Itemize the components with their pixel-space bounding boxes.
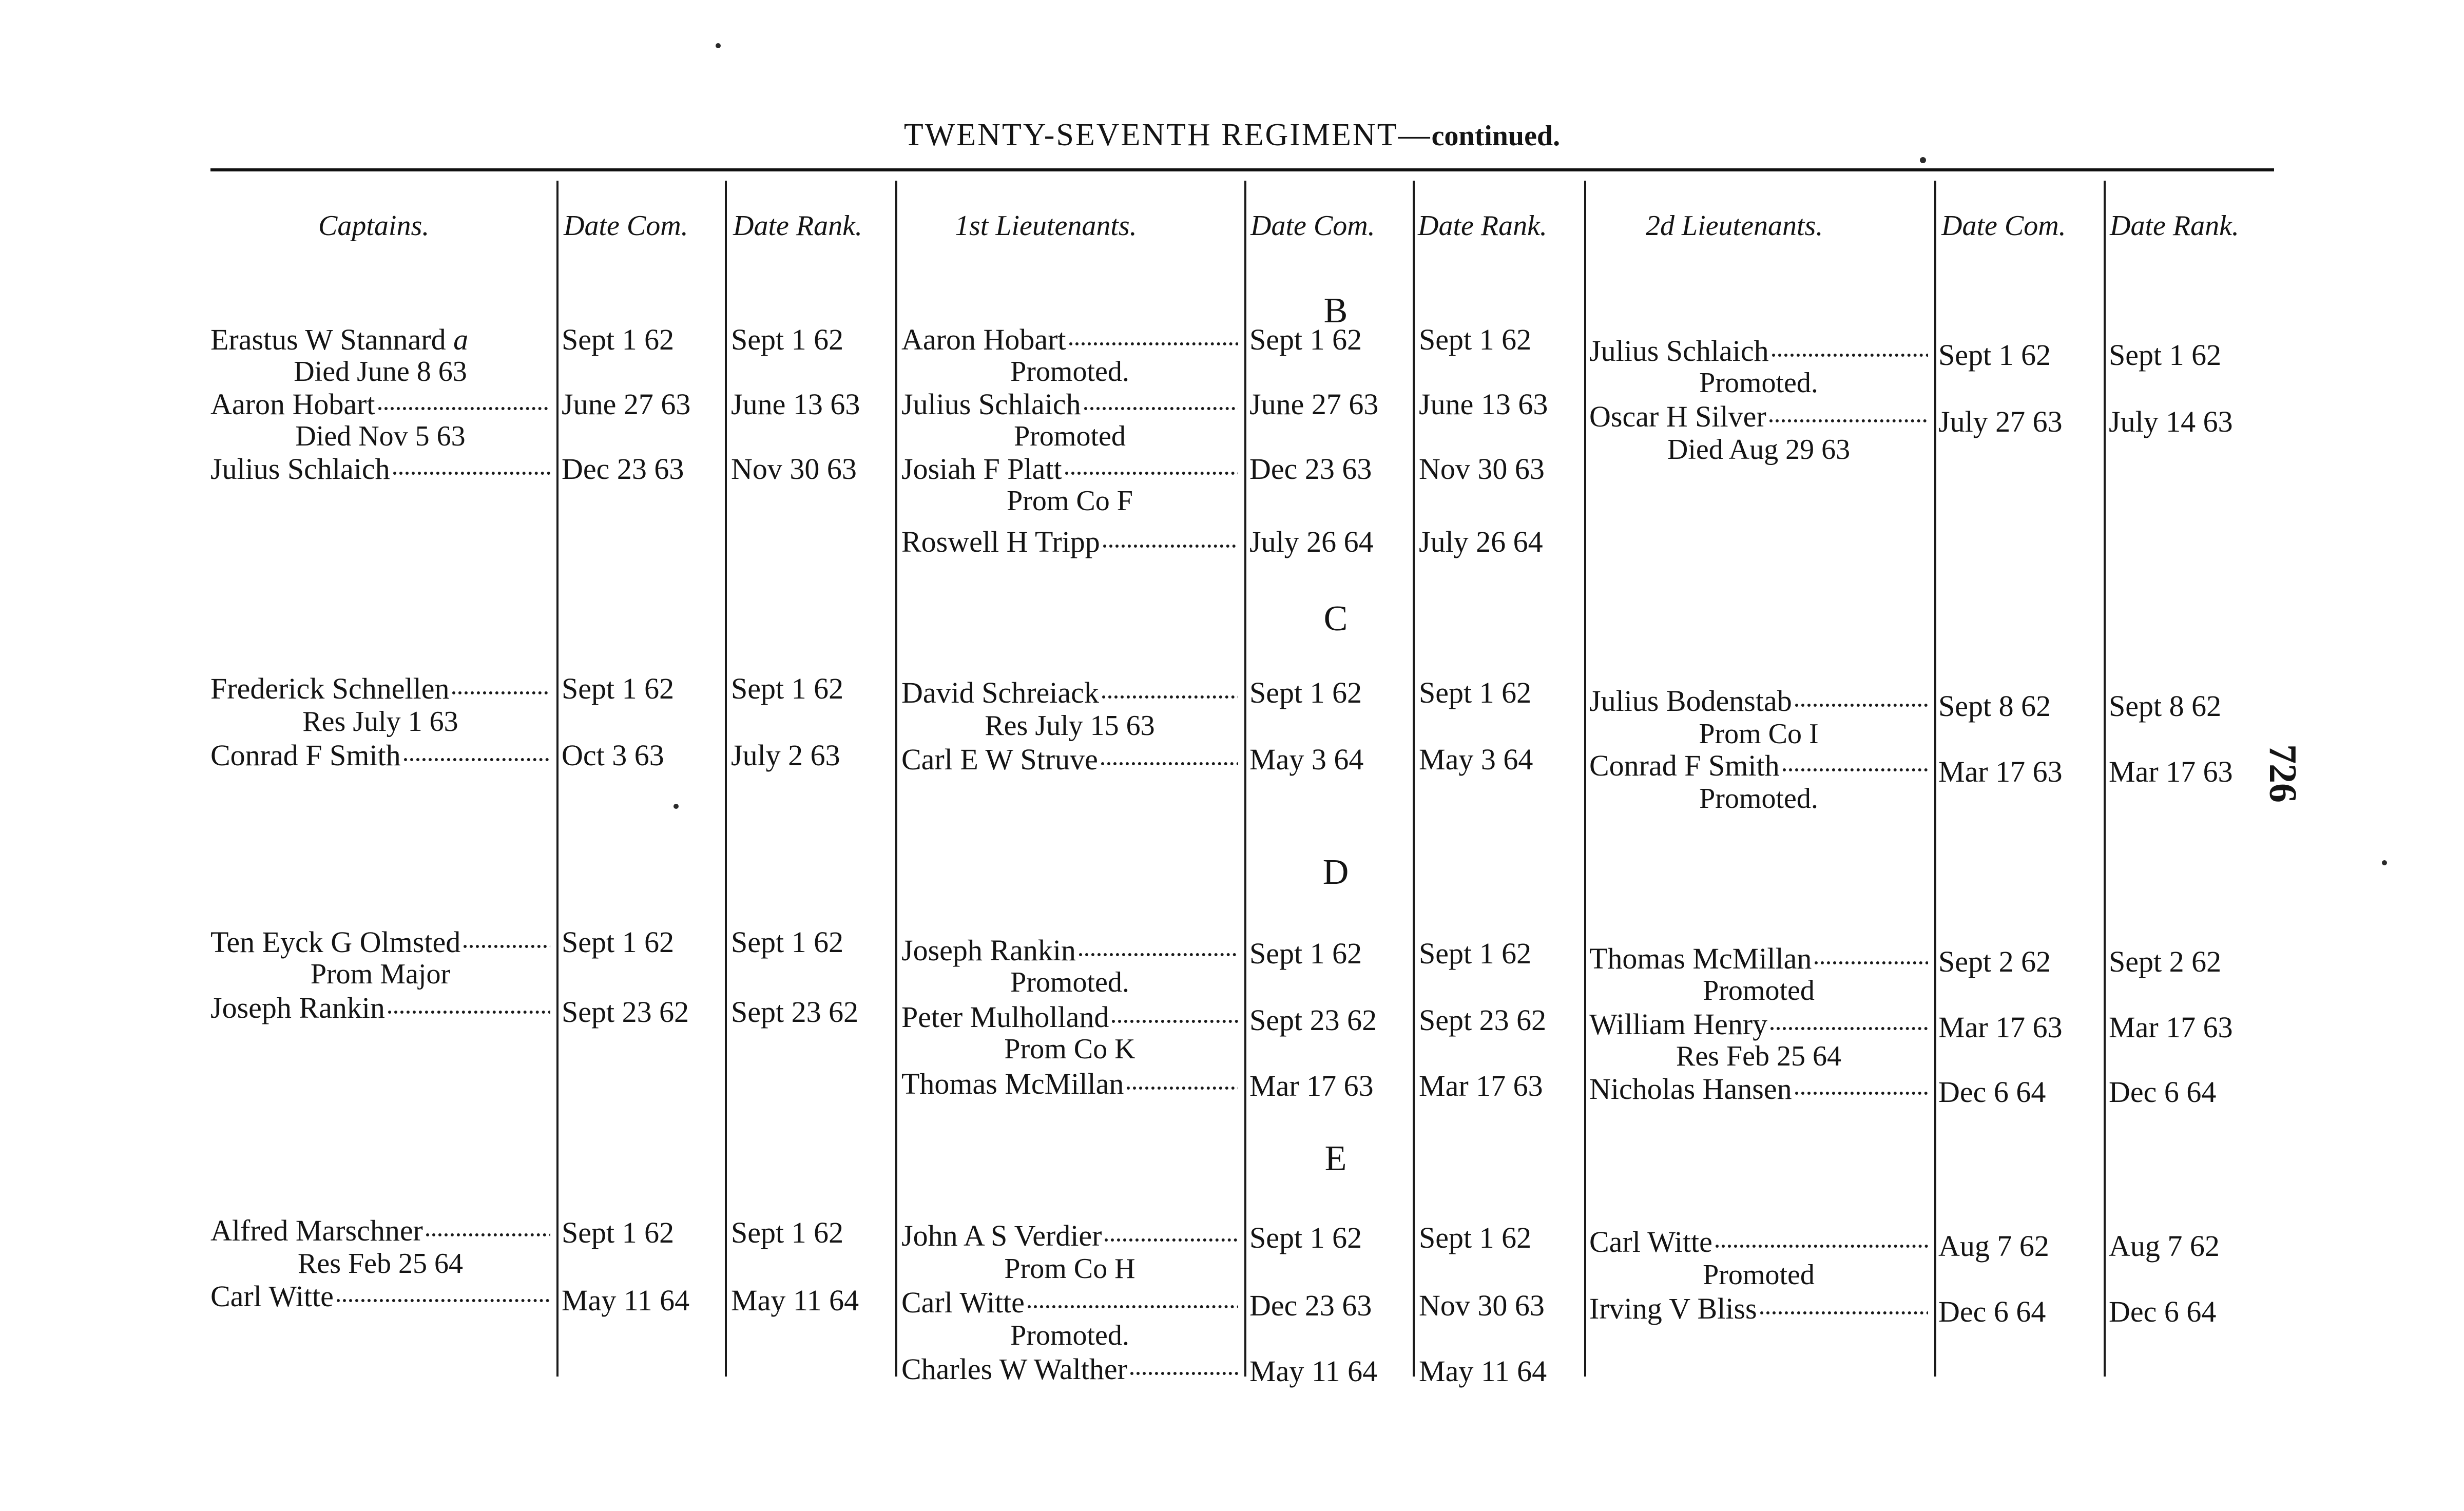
- second-lt-date-rank: Mar 17 63: [2109, 1011, 2233, 1044]
- captain-date-rank: May 11 64: [731, 1284, 859, 1317]
- second-lt-date-com: Mar 17 63: [1938, 755, 2063, 788]
- second-lt-date-rank: Dec 6 64: [2109, 1075, 2217, 1109]
- captain-date-rank: Sept 1 62: [731, 672, 844, 705]
- header-date-com-captains: Date Com.: [564, 210, 688, 242]
- first-lt-date-rank: Sept 1 62: [1419, 323, 1532, 356]
- second-lt-date-com: Dec 6 64: [1938, 1295, 2046, 1328]
- second-lt-note: Promoted.: [1699, 783, 1818, 815]
- captain-date-com: Sept 1 62: [562, 1216, 675, 1249]
- captain-note: Res July 1 63: [302, 706, 458, 738]
- column-rule: [556, 181, 559, 1377]
- second-lt-name: Conrad F Smith: [1589, 749, 1928, 782]
- company-letter: E: [1324, 1139, 1347, 1178]
- second-lt-name: Julius Schlaich: [1589, 335, 1928, 367]
- second-lt-name: Carl Witte: [1589, 1226, 1928, 1258]
- second-lt-name: Thomas McMillan: [1589, 942, 1928, 975]
- second-lt-name: Irving V Bliss: [1589, 1292, 1928, 1325]
- second-lt-date-com: Sept 8 62: [1938, 689, 2051, 723]
- first-lt-name: Joseph Rankin: [901, 934, 1238, 967]
- first-lt-date-rank: Sept 23 62: [1419, 1003, 1547, 1037]
- second-lt-name: Oscar H Silver: [1589, 400, 1928, 433]
- first-lt-note: Prom Co F: [1007, 485, 1133, 517]
- second-lt-note: Promoted: [1703, 975, 1815, 1006]
- header-first-lieutenants: 1st Lieutenants.: [955, 210, 1137, 242]
- print-speck: [673, 804, 679, 809]
- first-lt-date-com: Sept 1 62: [1249, 1221, 1362, 1254]
- first-lt-date-rank: Mar 17 63: [1419, 1069, 1543, 1102]
- first-lt-date-com: May 11 64: [1249, 1354, 1378, 1388]
- header-rule: [210, 168, 2274, 171]
- captain-date-com: May 11 64: [562, 1284, 690, 1317]
- second-lt-note: Prom Co I: [1699, 718, 1819, 750]
- second-lt-date-com: Mar 17 63: [1938, 1011, 2063, 1044]
- first-lt-note: Res July 15 63: [985, 710, 1155, 742]
- second-lt-date-com: Sept 2 62: [1938, 945, 2051, 978]
- header-captains: Captains.: [318, 210, 430, 242]
- first-lt-name: Roswell H Tripp: [901, 526, 1238, 558]
- captain-note: Died Nov 5 63: [295, 420, 466, 452]
- first-lt-note: Prom Co K: [1004, 1033, 1135, 1065]
- captain-name: Ten Eyck G Olmsted: [210, 926, 550, 959]
- print-speck: [716, 43, 721, 48]
- captain-note: Died June 8 63: [294, 356, 467, 388]
- header-second-lieutenants: 2d Lieutenants.: [1646, 210, 1823, 242]
- captain-name: Julius Schlaich: [210, 453, 550, 486]
- first-lt-name: Josiah F Platt: [901, 453, 1238, 486]
- first-lt-note: Promoted.: [1010, 966, 1129, 998]
- second-lt-name: Julius Bodenstab: [1589, 685, 1928, 718]
- header-date-rank-first-lts: Date Rank.: [1418, 210, 1547, 242]
- first-lt-note: Promoted.: [1010, 356, 1129, 388]
- company-letter: D: [1322, 853, 1349, 892]
- column-rule: [2104, 181, 2106, 1377]
- captain-note: Prom Major: [310, 958, 451, 990]
- header-date-com-second-lts: Date Com.: [1941, 210, 2066, 242]
- second-lt-date-com: Sept 1 62: [1938, 338, 2051, 372]
- second-lt-note: Promoted: [1703, 1259, 1815, 1291]
- first-lt-date-com: Sept 23 62: [1249, 1003, 1377, 1037]
- page-number: 726: [2261, 744, 2304, 803]
- first-lt-date-rank: Sept 1 62: [1419, 1221, 1532, 1254]
- column-rule: [1934, 181, 1936, 1377]
- first-lt-name: Carl Witte: [901, 1286, 1238, 1319]
- second-lt-note: Promoted.: [1699, 367, 1818, 399]
- first-lt-date-rank: Sept 1 62: [1419, 676, 1532, 709]
- captain-date-rank: Sept 1 62: [731, 323, 844, 356]
- second-lt-date-rank: July 14 63: [2109, 405, 2233, 438]
- column-rule: [1584, 181, 1586, 1377]
- captain-date-com: Sept 23 62: [562, 995, 689, 1029]
- first-lt-date-com: July 26 64: [1249, 525, 1374, 558]
- captain-name: Alfred Marschner: [210, 1214, 550, 1247]
- second-lt-date-rank: Sept 1 62: [2109, 338, 2222, 372]
- second-lt-date-com: Dec 6 64: [1938, 1075, 2046, 1109]
- captain-date-rank: June 13 63: [731, 388, 860, 421]
- company-letter: B: [1323, 291, 1348, 331]
- captain-date-rank: Sept 1 62: [731, 925, 844, 959]
- first-lt-date-com: Dec 23 63: [1249, 452, 1372, 486]
- column-rule: [895, 181, 897, 1377]
- captain-name: Conrad F Smith: [210, 739, 550, 772]
- first-lt-name: John A S Verdier: [901, 1219, 1238, 1252]
- second-lt-note: Died Aug 29 63: [1667, 434, 1851, 466]
- captain-date-com: Dec 23 63: [562, 452, 684, 486]
- first-lt-date-com: Dec 23 63: [1249, 1289, 1372, 1322]
- first-lt-date-rank: May 3 64: [1419, 743, 1533, 776]
- first-lt-name: David Schreiack: [901, 676, 1238, 709]
- header-date-com-first-lts: Date Com.: [1250, 210, 1375, 242]
- captain-note: Res Feb 25 64: [298, 1248, 463, 1280]
- header-date-rank-second-lts: Date Rank.: [2110, 210, 2239, 242]
- first-lt-note: Promoted: [1014, 420, 1126, 452]
- captain-name: Aaron Hobart: [210, 388, 550, 421]
- first-lt-name: Peter Mulholland: [901, 1001, 1238, 1034]
- second-lt-date-com: Aug 7 62: [1938, 1229, 2049, 1263]
- second-lt-date-com: July 27 63: [1938, 405, 2063, 438]
- second-lt-date-rank: Sept 8 62: [2109, 689, 2222, 723]
- first-lt-date-com: Sept 1 62: [1249, 676, 1362, 709]
- captain-name: Carl Witte: [210, 1280, 550, 1313]
- header-date-rank-captains: Date Rank.: [733, 210, 862, 242]
- captain-name: Erastus W Stannard a: [210, 323, 469, 356]
- first-lt-date-com: Sept 1 62: [1249, 937, 1362, 970]
- first-lt-date-rank: July 26 64: [1419, 525, 1543, 558]
- first-lt-date-com: Sept 1 62: [1249, 323, 1362, 356]
- print-speck: [1920, 157, 1926, 163]
- first-lt-date-com: May 3 64: [1249, 743, 1364, 776]
- captain-date-rank: Sept 23 62: [731, 995, 859, 1029]
- captain-date-rank: Nov 30 63: [731, 452, 857, 486]
- column-rule: [725, 181, 727, 1377]
- first-lt-name: Carl E W Struve: [901, 743, 1238, 776]
- second-lt-date-rank: Sept 2 62: [2109, 945, 2222, 978]
- first-lt-note: Promoted.: [1010, 1320, 1129, 1351]
- captain-name: Joseph Rankin: [210, 992, 550, 1024]
- second-lt-date-rank: Aug 7 62: [2109, 1229, 2220, 1263]
- captain-date-com: Sept 1 62: [562, 925, 675, 959]
- first-lt-date-com: June 27 63: [1249, 388, 1379, 421]
- captain-date-com: Oct 3 63: [562, 739, 664, 772]
- captain-date-rank: July 2 63: [731, 739, 840, 772]
- captain-name: Frederick Schnellen: [210, 672, 550, 705]
- first-lt-date-rank: Sept 1 62: [1419, 937, 1532, 970]
- second-lt-date-rank: Dec 6 64: [2109, 1295, 2217, 1328]
- first-lt-name: Thomas McMillan: [901, 1068, 1238, 1100]
- second-lt-date-rank: Mar 17 63: [2109, 755, 2233, 788]
- column-rule: [1244, 181, 1246, 1377]
- captain-date-com: June 27 63: [562, 388, 691, 421]
- first-lt-name: Charles W Walther: [901, 1353, 1238, 1386]
- first-lt-date-rank: Nov 30 63: [1419, 452, 1545, 486]
- page-title: TWENTY-SEVENTH REGIMENT—continued.: [903, 118, 1561, 152]
- first-lt-date-rank: Nov 30 63: [1419, 1289, 1545, 1322]
- captain-date-com: Sept 1 62: [562, 323, 675, 356]
- captain-date-com: Sept 1 62: [562, 672, 675, 705]
- second-lt-note: Res Feb 25 64: [1676, 1040, 1841, 1072]
- first-lt-date-rank: May 11 64: [1419, 1354, 1547, 1388]
- first-lt-name: Julius Schlaich: [901, 388, 1238, 421]
- first-lt-name: Aaron Hobart: [901, 323, 1238, 356]
- second-lt-name: Nicholas Hansen: [1589, 1073, 1928, 1106]
- first-lt-date-com: Mar 17 63: [1249, 1069, 1374, 1102]
- company-letter: C: [1323, 599, 1348, 638]
- second-lt-name: William Henry: [1589, 1008, 1928, 1041]
- column-rule: [1413, 181, 1415, 1377]
- print-speck: [2382, 860, 2387, 865]
- first-lt-date-rank: June 13 63: [1419, 388, 1548, 421]
- captain-date-rank: Sept 1 62: [731, 1216, 844, 1249]
- first-lt-note: Prom Co H: [1004, 1253, 1135, 1285]
